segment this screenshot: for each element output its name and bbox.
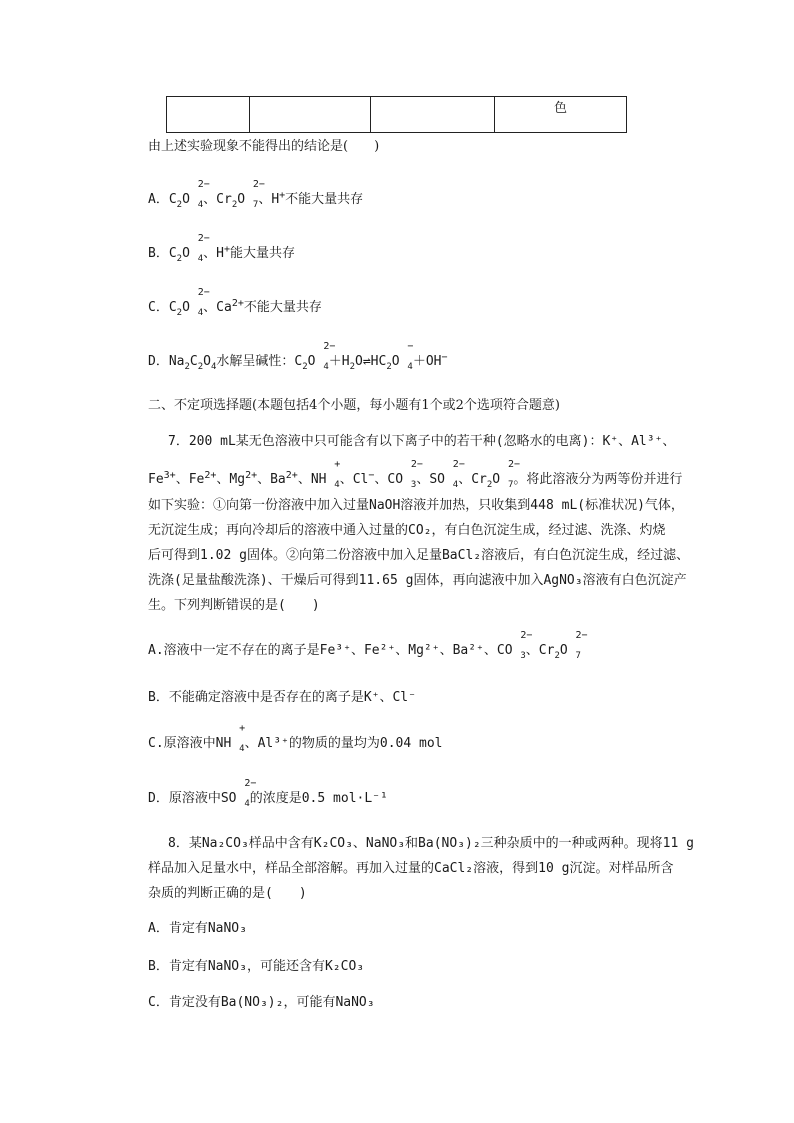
table-cell-2	[250, 97, 371, 133]
q7-option-c: C.原溶液中NH + $_4$、Al³⁺的物质的量均为0.04 mol	[148, 723, 443, 754]
q6-option-c: C．$C_2O$ 2− $_4$、$Ca^{2+}$不能大量共存	[148, 287, 322, 318]
q7-option-c-prefix: C.原溶液中	[148, 736, 216, 751]
q7-line5: 后可得到1.02 g固体。②向第二份溶液中加入足量BaCl₂溶液后，有白色沉淀生成，经过滤、	[148, 548, 690, 563]
q6-option-c-text: 不能大量共存	[243, 300, 322, 315]
q8-line2: 样品加入足量水中，样品全部溶解。再加入过量的CaCl₂溶液，得到10 g沉淀。对样品所含	[148, 861, 674, 876]
section2-heading: 二、不定项选择题(本题包括4个小题，每小题有1个或2个选项符合题意)	[148, 398, 560, 413]
q6-option-d: D．$Na_2C_2O_4$水解呈碱性：$C_2O$ 2− $_4+H_2O\rightleftharpoons HC_2O$ − $_4$＋OH−	[148, 341, 448, 372]
q7-option-d: D．原溶液中SO 2− $_4$的浓度是0.5 mol·L⁻¹	[148, 778, 388, 809]
table-row	[167, 97, 627, 133]
q6-option-a: A．$C_2O$ 2− $_4$、$Cr_2O$ 2− $_7$、H+不能大量共存	[148, 179, 364, 210]
q6-prompt: 由上述实验现象不能得出的结论是( )	[148, 139, 380, 154]
q8-line1: 8．某Na₂CO₃样品中含有K₂CO₃、NaNO₃和Ba(NO₃)₂三种杂质中的一种或两种。现将11 g	[168, 836, 694, 851]
q7-line7: 生。下列判断错误的是( )	[148, 598, 320, 613]
q8-option-a: A．肯定有NaNO₃	[148, 921, 247, 936]
q6-option-d-text: 水解呈碱性：	[216, 354, 295, 369]
q8-line3: 杂质的判断正确的是( )	[148, 886, 307, 901]
q7-option-d-prefix: D．原溶液中	[148, 791, 221, 806]
q6-option-a-text: 不能大量共存	[285, 192, 364, 207]
q8-option-c: C．肯定没有Ba(NO₃)₂，可能有NaNO₃	[148, 995, 375, 1010]
q8-option-b: B．肯定有NaNO₃，可能还含有K₂CO₃	[148, 959, 365, 974]
q7-line3: 如下实验：①向第一份溶液中加入过量NaOH溶液并加热，只收集到448 mL(标准状况)气体，	[148, 498, 684, 513]
table-cell-1	[167, 97, 250, 133]
q6-option-b: B．$C_2O$ 2− $_4$、H+能大量共存	[148, 233, 296, 264]
q7-line2: $Fe^{3+}$、$Fe^{2+}$、$Mg^{2+}$、$Ba^{2+}$、NH + $_4$、Cl−、CO 2− $_3$、SO 2− $_4$、$Cr_2O$ 2− $_7$。将此溶液分为两等份并进行	[148, 459, 683, 490]
table-cell-4: 色	[495, 97, 627, 133]
q7-option-d-suffix: 的浓度是0.5 mol·L⁻¹	[249, 791, 388, 806]
q7-option-a: A.溶液中一定不存在的离子是Fe³⁺、Fe²⁺、Mg²⁺、Ba²⁺、CO 2− $_3$、$Cr_2O$ 2− $_7$	[148, 630, 588, 661]
table-cell-3	[371, 97, 495, 133]
q7-option-b: B．不能确定溶液中是否存在的离子是K⁺、Cl⁻	[148, 690, 416, 705]
q7-option-c-suffix: 、Al³⁺的物质的量均为0.04 mol	[244, 736, 443, 751]
q7-line4: 无沉淀生成；再向冷却后的溶液中通入过量的CO₂，有白色沉淀生成，经过滤、洗涤、灼烧	[148, 523, 666, 538]
q7-line1: 7．200 mL某无色溶液中只可能含有以下离子中的若干种(忽略水的电离)：K⁺、Al³⁺、	[168, 434, 676, 449]
q7-line6: 洗涤(足量盐酸洗涤)、干燥后可得到11.65 g固体，再向滤液中加入AgNO₃溶液有白色沉淀产	[148, 573, 687, 588]
q7-option-a-text: A.溶液中一定不存在的离子是Fe³⁺、Fe²⁺、Mg²⁺、Ba²⁺、	[148, 643, 497, 658]
q7-line2-tail: 。将此溶液分为两等份并进行	[513, 472, 683, 487]
experiment-table-row	[166, 96, 627, 133]
q6-option-b-text: 能大量共存	[230, 246, 296, 261]
